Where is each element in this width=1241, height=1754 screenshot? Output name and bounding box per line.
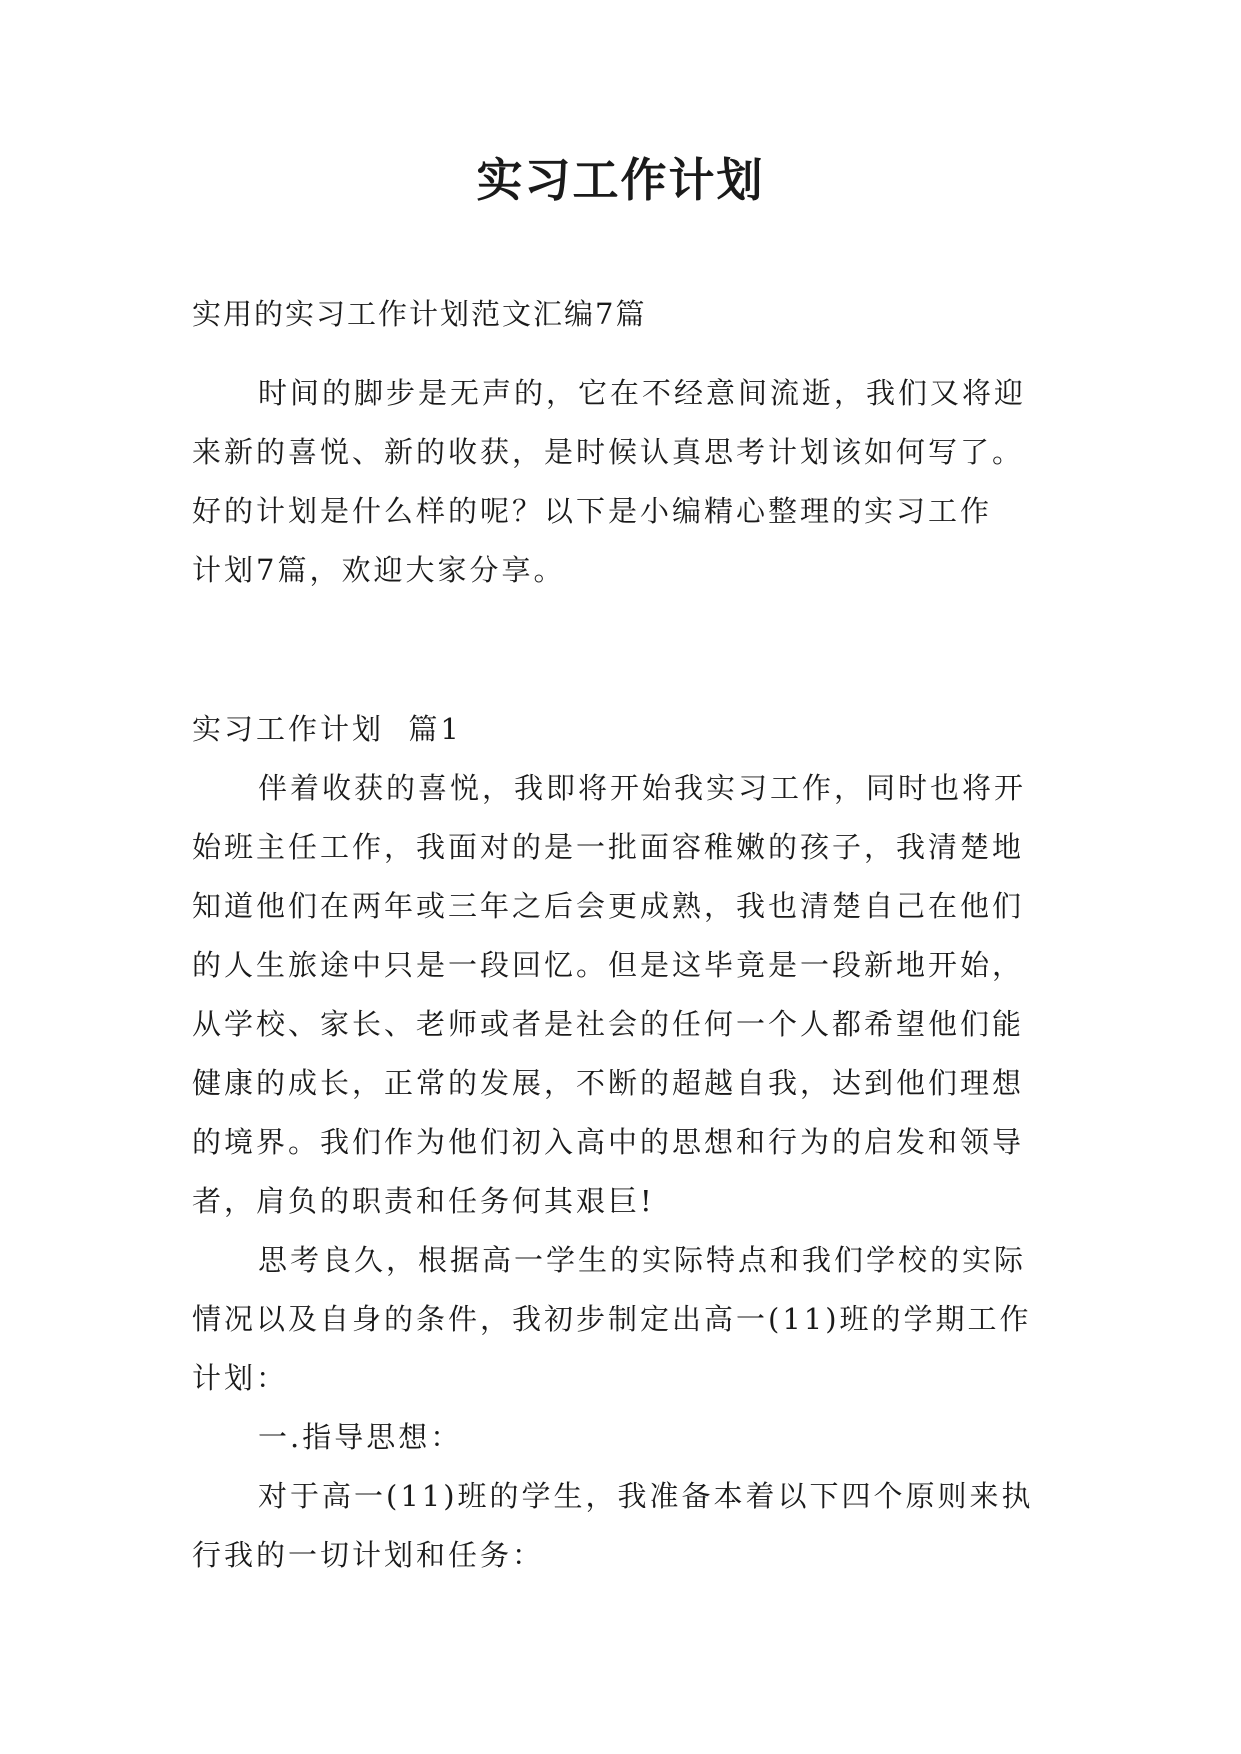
intro-paragraph [192, 364, 1052, 600]
paragraph-line: 情况以及自身的条件，我初步制定出高一(11)班的学期工作 [192, 1302, 1032, 1336]
paragraph-line: 者，肩负的职责和任务何其艰巨! [192, 1184, 655, 1218]
paragraph-line: 对于高一(11)班的学生，我准备本着以下四个原则来执 [258, 1479, 1034, 1513]
paragraph-1 [192, 759, 1052, 1585]
document-title: 实习工作计划 [476, 153, 765, 207]
paragraph-line: 一.指导思想： [258, 1420, 463, 1454]
paragraph-line: 健康的成长，正常的发展，不断的超越自我，达到他们理想 [192, 1066, 1025, 1100]
paragraph-line: 的境界。我们作为他们初入高中的思想和行为的启发和领导 [192, 1125, 1025, 1159]
paragraph-line: 思考良久，根据高一学生的实际特点和我们学校的实际 [258, 1243, 1027, 1277]
paragraph-line: 始班主任工作，我面对的是一批面容稚嫩的孩子，我清楚地 [192, 830, 1025, 864]
paragraph-line: 计划： [192, 1361, 289, 1395]
intro-line: 计划7篇，欢迎大家分享。 [192, 553, 566, 587]
document-subtitle: 实用的实习工作计划范文汇编7篇 [192, 297, 647, 331]
intro-line: 来新的喜悦、新的收获，是时候认真思考计划该如何写了。 [192, 435, 1025, 469]
paragraph-line: 的人生旅途中只是一段回忆。但是这毕竟是一段新地开始， [192, 948, 1025, 982]
paragraph-line: 知道他们在两年或三年之后会更成熟，我也清楚自己在他们 [192, 889, 1025, 923]
intro-line: 好的计划是什么样的呢？以下是小编精心整理的实习工作 [192, 494, 993, 528]
paragraph-line: 行我的一切计划和任务： [192, 1538, 545, 1572]
section-heading: 实习工作计划 篇1 [192, 712, 462, 746]
paragraph-line: 伴着收获的喜悦，我即将开始我实习工作，同时也将开 [258, 771, 1027, 805]
paragraph-line: 从学校、家长、老师或者是社会的任何一个人都希望他们能 [192, 1007, 1025, 1041]
intro-line: 时间的脚步是无声的，它在不经意间流逝，我们又将迎 [258, 376, 1027, 410]
